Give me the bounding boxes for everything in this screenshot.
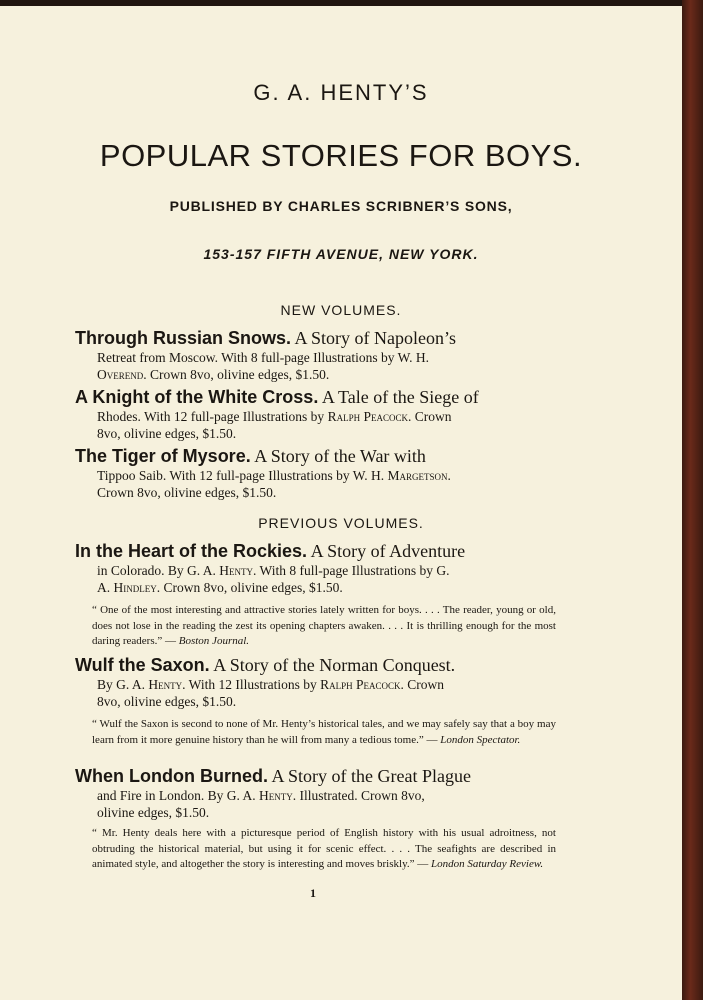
book-details: Crown 8vo, olivine edges, $1.50. <box>163 580 343 595</box>
book-details: A. <box>97 580 111 595</box>
book-details: Tippoo Saib. With 12 full-page Illustrations by W. H. <box>97 468 385 483</box>
book-title: Through Russian Snows. <box>75 328 292 348</box>
illustrator-name: Ralph Peacock. <box>320 677 404 692</box>
author-name: Henty. <box>148 677 186 692</box>
section-new-volumes: NEW VOLUMES. <box>280 302 402 318</box>
page-title: POPULAR STORIES FOR BOYS. <box>99 138 583 173</box>
review-quote <box>92 826 556 873</box>
quote-text: “ Wulf the Saxon is second to none of Mr. Henty’s historical tales, and we may safely say that a boy may learn from it more genuine history than he will from many a tedious tome.” — <box>92 718 556 746</box>
book-subtitle: A Tale of the Siege of <box>321 387 479 407</box>
book-details: Crown 8vo, olivine edges, $1.50. <box>150 367 330 382</box>
review-quote <box>92 603 556 650</box>
book-details: in Colorado. By G. A. <box>97 563 216 578</box>
page-number: 1 <box>310 886 316 900</box>
book-details: Rhodes. With 12 full-page Illustrations by <box>97 409 325 424</box>
book-details: With 12 Illustrations by <box>188 677 317 692</box>
book-title: The Tiger of Mysore. <box>75 446 251 466</box>
book-entry <box>75 386 555 442</box>
illustrator-name: Margetson. <box>387 468 451 483</box>
illustrator-name: Hindley. <box>113 580 161 595</box>
book-subtitle: A Story of the Norman Conquest. <box>213 655 456 675</box>
author-name: Henty. <box>259 788 297 803</box>
quote-source: London Spectator. <box>440 733 521 746</box>
book-title: When London Burned. <box>75 766 268 786</box>
book-details: Retreat from Moscow. With 8 full-page Illustrations by W. H. <box>97 350 430 365</box>
book-details: Illustrated. Crown 8vo, <box>299 788 425 803</box>
author-heading: G. A. HENTY’S <box>253 80 429 105</box>
book-details: olivine edges, $1.50. <box>97 805 210 820</box>
quote-text: “ Mr. Henty deals here with a picturesque period of English history with his usual adroitness, not obtruding the historical material, but using it for scenic effect. . . . The seafights are described in animated style, and altogether the story is interesting and moves briskly.” — <box>92 827 556 870</box>
book-title: A Knight of the White Cross. <box>75 387 319 407</box>
book-subtitle: A Story of the Great Plague <box>271 766 471 786</box>
book-subtitle: A Story of Napoleon’s <box>294 328 457 348</box>
book-title: In the Heart of the Rockies. <box>75 541 308 561</box>
book-entry <box>75 765 555 821</box>
book-entry <box>75 327 555 383</box>
book-entry <box>75 654 555 710</box>
author-name: Henty. <box>219 563 257 578</box>
review-quote <box>92 717 556 748</box>
book-entry <box>75 445 555 501</box>
book-details: Crown <box>407 677 445 692</box>
publisher-line: PUBLISHED BY CHARLES SCRIBNER’S SONS, <box>169 198 513 214</box>
book-details: 8vo, olivine edges, $1.50. <box>97 426 237 441</box>
section-previous-volumes: PREVIOUS VOLUMES. <box>258 515 424 531</box>
illustrator-name: Ralph Peacock. <box>327 409 412 424</box>
book-details: and Fire in London. By G. A. <box>97 788 256 803</box>
book-details: 8vo, olivine edges, $1.50. <box>97 694 237 709</box>
quote-text: “ One of the most interesting and attractive stories lately written for boys. . . . The reader, young or old, does not lose in the reading the zest its opening chapters awaken. . . . It is thrilling enough for the most daring readers.” — <box>92 604 556 647</box>
quote-source: Boston Journal. <box>178 635 250 647</box>
book-cover-edge <box>682 0 703 1000</box>
book-subtitle: A Story of Adventure <box>310 541 466 561</box>
address-line: 153-157 FIFTH AVENUE, NEW YORK. <box>203 246 479 262</box>
quote-source: London Saturday Review. <box>431 858 544 870</box>
book-details: By G. A. <box>97 677 146 692</box>
book-entry <box>75 540 555 596</box>
illustrator-name: Overend. <box>97 367 147 382</box>
book-subtitle: A Story of the War with <box>254 446 426 466</box>
book-details: Crown 8vo, olivine edges, $1.50. <box>97 485 277 500</box>
book-details: Crown <box>414 409 452 424</box>
book-details: With 8 full-page Illustrations by G. <box>259 563 450 578</box>
book-title: Wulf the Saxon. <box>75 655 210 675</box>
